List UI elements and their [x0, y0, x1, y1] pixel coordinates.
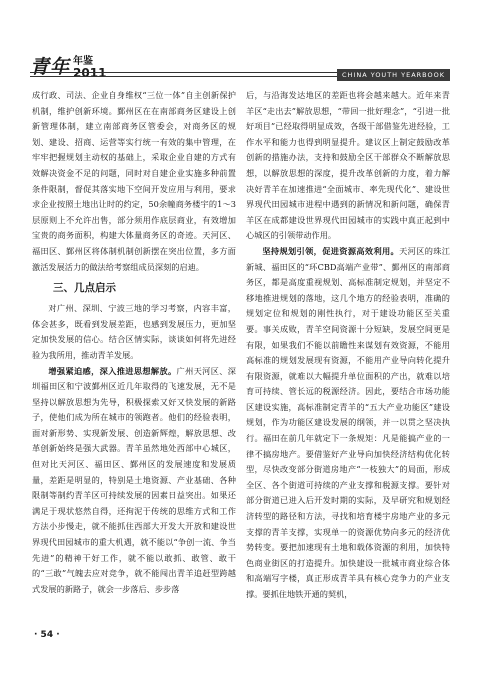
paragraph: 对广州、深圳、宁波三地的学习考察，内容丰富，体会甚多，既看到发展差距，也感到发展压力，更加坚定加快发展的信心。结合区情实际，谈谈如何将先进经验为我所用，推动青羊发展。 [32, 303, 236, 360]
page-header [0, 0, 480, 88]
paragraph-body: 天河区的珠江新城、福田区的“环CBD高端产业带”、鄞州区的南部商务区，都是高度重视规划、高标准制定规划，并坚定不移地推进规划的落地，这几个地方的经验表明，准确的规划定位和规划的刚性执行，对于建设功能区至关重要。事关成败，青羊空间资源十分短缺，发展空间更是有限，如果我们不能以前瞻性来谋划有效资源，不能用高标准的规划发展现有资源，不能用产业导向转化提升有限资源，就难以大幅提升单位面积的产出，就难以培育可持续、管长远的税源经济。因此，要结合市场功能区建设实施，高标准制定青羊的“五大产业功能区”建设规划，作为功能区建设发展的纲领，并一以贯之坚决执行。福田在前几年就定下一条规矩：凡是能搞产业的一律不搞房地产。要借鉴好产业导向加快经济结构优化转型，尽快改变部分街道房地产“一枝独大”的局面，形成全区、各个街道可持续的产业支撑和税源支撑。要针对部分街道已进入后开发时期的实际，及早研究和规划经济转型的路径和方法，寻找和培育楼宇房地产业的多元支撑的青羊支撑，实现单一的资源优势向多元的经济优势转变。要把加速现有土地和载体资源的利用，加快特色商业街区的打造提升。加快建设一批城市商业综合体和高端写字楼，真正形成青羊具有核心竞争力的产业支撑。要抓住地铁开通的契机， [246, 245, 450, 599]
yearbook-logo [30, 52, 106, 79]
page-number: · 54 · [34, 630, 60, 640]
paragraph-lead: 增强紧迫感，深入推进思想解放。 [48, 365, 177, 376]
paragraph [246, 244, 450, 603]
right-column [246, 88, 450, 603]
logo-sub-text: 年鉴 [73, 56, 94, 67]
paragraph: 后，与沿海发达地区的差距也将会越来越大。近年来青羊区“走出去”解放思想，“带回一批好理念”，“引进一批好项目”已经取得明显成效，各级干部借鉴先进经验，工作水平和能力也得到明显提升。建议区上制定鼓励改革创新的措施办法，支持和鼓励全区干部群众不断解放思想，以解放思想的深度，提升改革创新的力度，着力解决好青羊在加速推进“全面城市、率先现代化”、建设世界现代田园城市进程中遇到的新情况和新问题，确保青羊区在成都建设世界现代田园城市的实践中真正起到中心城区的引领带动作用。 [246, 90, 450, 241]
left-column [32, 88, 236, 597]
paragraph-body: 广州天河区、深圳福田区和宁波鄞州区近几年取得的飞速发展，无不是坚持以解放思想为先导，积极探索又好又快发展的新路子，使他们成为所在城市的领跑者。他们的经验表明，面对新形势、实现新发展、创造新辉煌，解放思想、改革创新始终是强大武器。青羊虽然地处西部中心城区，但对比天河区、福田区、鄞州区的发展速度和发展质量，差距是明显的，特别是土地资源、产业基础、各种限制等制约青羊区可持续发展的因素日益突出。如果还满足于现状悠然自得，还拘泥于传统的思维方式和工作方法小步慢走，就不能抓住西部大开发大开放和建设世界现代田园城市的重大机遇，就不能以“争创一流、争当先进”的精神干好工作，就不能以敢抓、敢管、敢干的“三敢”气魄去应对竞争，就不能闯出青羊追赶型跨越式发展的新路子，就会一步落后、步步落 [32, 365, 236, 594]
logo-main-text: 青年 [30, 56, 71, 78]
logo-year: 2011 [73, 66, 107, 80]
header-tag: CHINA YOUTH YEARBOOK [337, 69, 450, 81]
paragraph [32, 364, 236, 598]
paragraph: 成行政、司法、企业自身维权“三位一体”自主创新保护机制，维护创新环境。鄞州区在在南部商务区建设上创新管理体制，建立南部商务区管委会，对商务区的规划、建设、招商、运营等实行统一有效的集中管理，在牢牢把握规划主动权的基础上，采取企业自建的方式有效解决资金不足的问题，同时对自建企业实施多种前置条件限制，督促其落实地下空间开发应用与利用，要求求企业按照土地出让时的约定，50余幢商务楼宇的1～3层原则上不允许出售，部分须用作底层商业，有效增加宝贵的商务面积，构建大体量商务区的奇迹。天河区、福田区、鄞州区将体制机制创新摆在突出位置，多方面激活发展活力的做法给考察组成员深刻的启迪。 [32, 90, 236, 272]
section-heading: 三、几点启示 [53, 282, 116, 295]
paragraph-lead: 坚持规划引领，促进资源高效利用。 [262, 245, 400, 256]
